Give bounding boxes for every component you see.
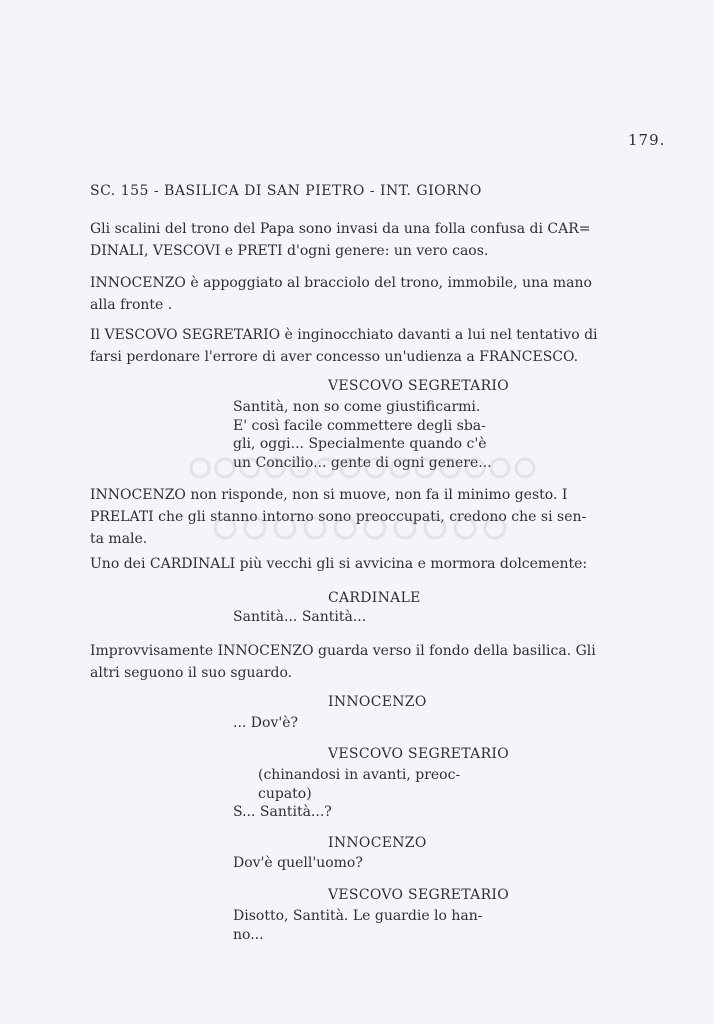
scene-heading: SC. 155 - BASILICA DI SAN PIETRO - INT. GIORNO <box>90 183 482 199</box>
parenthetical-vescovo-segretario-2: (chinandosi in avanti, preoc- cupato) <box>258 767 461 802</box>
dialogue-cardinale: Santità... Santità... <box>233 609 367 625</box>
action-paragraph-3: Il VESCOVO SEGRETARIO è inginocchiato davanti a lui nel tentativo di farsi perdonare l'errore di aver concesso un'udienza a FRANCESCO. <box>90 327 598 365</box>
speaker-vescovo-segretario-3: VESCOVO SEGRETARIO <box>328 887 510 903</box>
speaker-cardinale: CARDINALE <box>328 590 421 606</box>
dialogue-vescovo-segretario-2: S... Santità...? <box>233 804 332 820</box>
action-paragraph-2: INNOCENZO è appoggiato al bracciolo del trono, immobile, una mano alla fronte . <box>90 275 592 313</box>
speaker-vescovo-segretario-1: VESCOVO SEGRETARIO <box>328 378 510 394</box>
dialogue-vescovo-segretario-3: Disotto, Santità. Le guardie lo han- no... <box>233 908 483 943</box>
action-paragraph-1: Gli scalini del trono del Papa sono invasi da una folla confusa di CAR= DINALI, VESCOVI e PRETI d'ogni genere: un vero caos. <box>90 221 591 259</box>
action-paragraph-4: INNOCENZO non risponde, non si muove, non fa il minimo gesto. I PRELATI che gli stanno intorno sono preoccupati, credono che si sen- ta male. <box>90 487 587 547</box>
page-number: 179. <box>628 131 666 149</box>
action-paragraph-6: Improvvisamente INNOCENZO guarda verso il fondo della basilica. Gli altri seguono il suo sguardo. <box>90 643 596 681</box>
speaker-vescovo-segretario-2: VESCOVO SEGRETARIO <box>328 746 510 762</box>
speaker-innocenzo-1: INNOCENZO <box>328 694 427 710</box>
speaker-innocenzo-2: INNOCENZO <box>328 835 427 851</box>
dialogue-innocenzo-1: ... Dov'è? <box>233 715 299 731</box>
action-paragraph-5: Uno dei CARDINALI più vecchi gli si avvicina e mormora dolcemente: <box>90 556 588 572</box>
dialogue-vescovo-segretario-1: Santità, non so come giustificarmi. E' così facile commettere degli sba- gli, oggi... Specialmente quando c'è un Concilio... gente di ogni genere... <box>233 399 492 471</box>
dialogue-innocenzo-2: Dov'è quell'uomo? <box>233 855 363 871</box>
